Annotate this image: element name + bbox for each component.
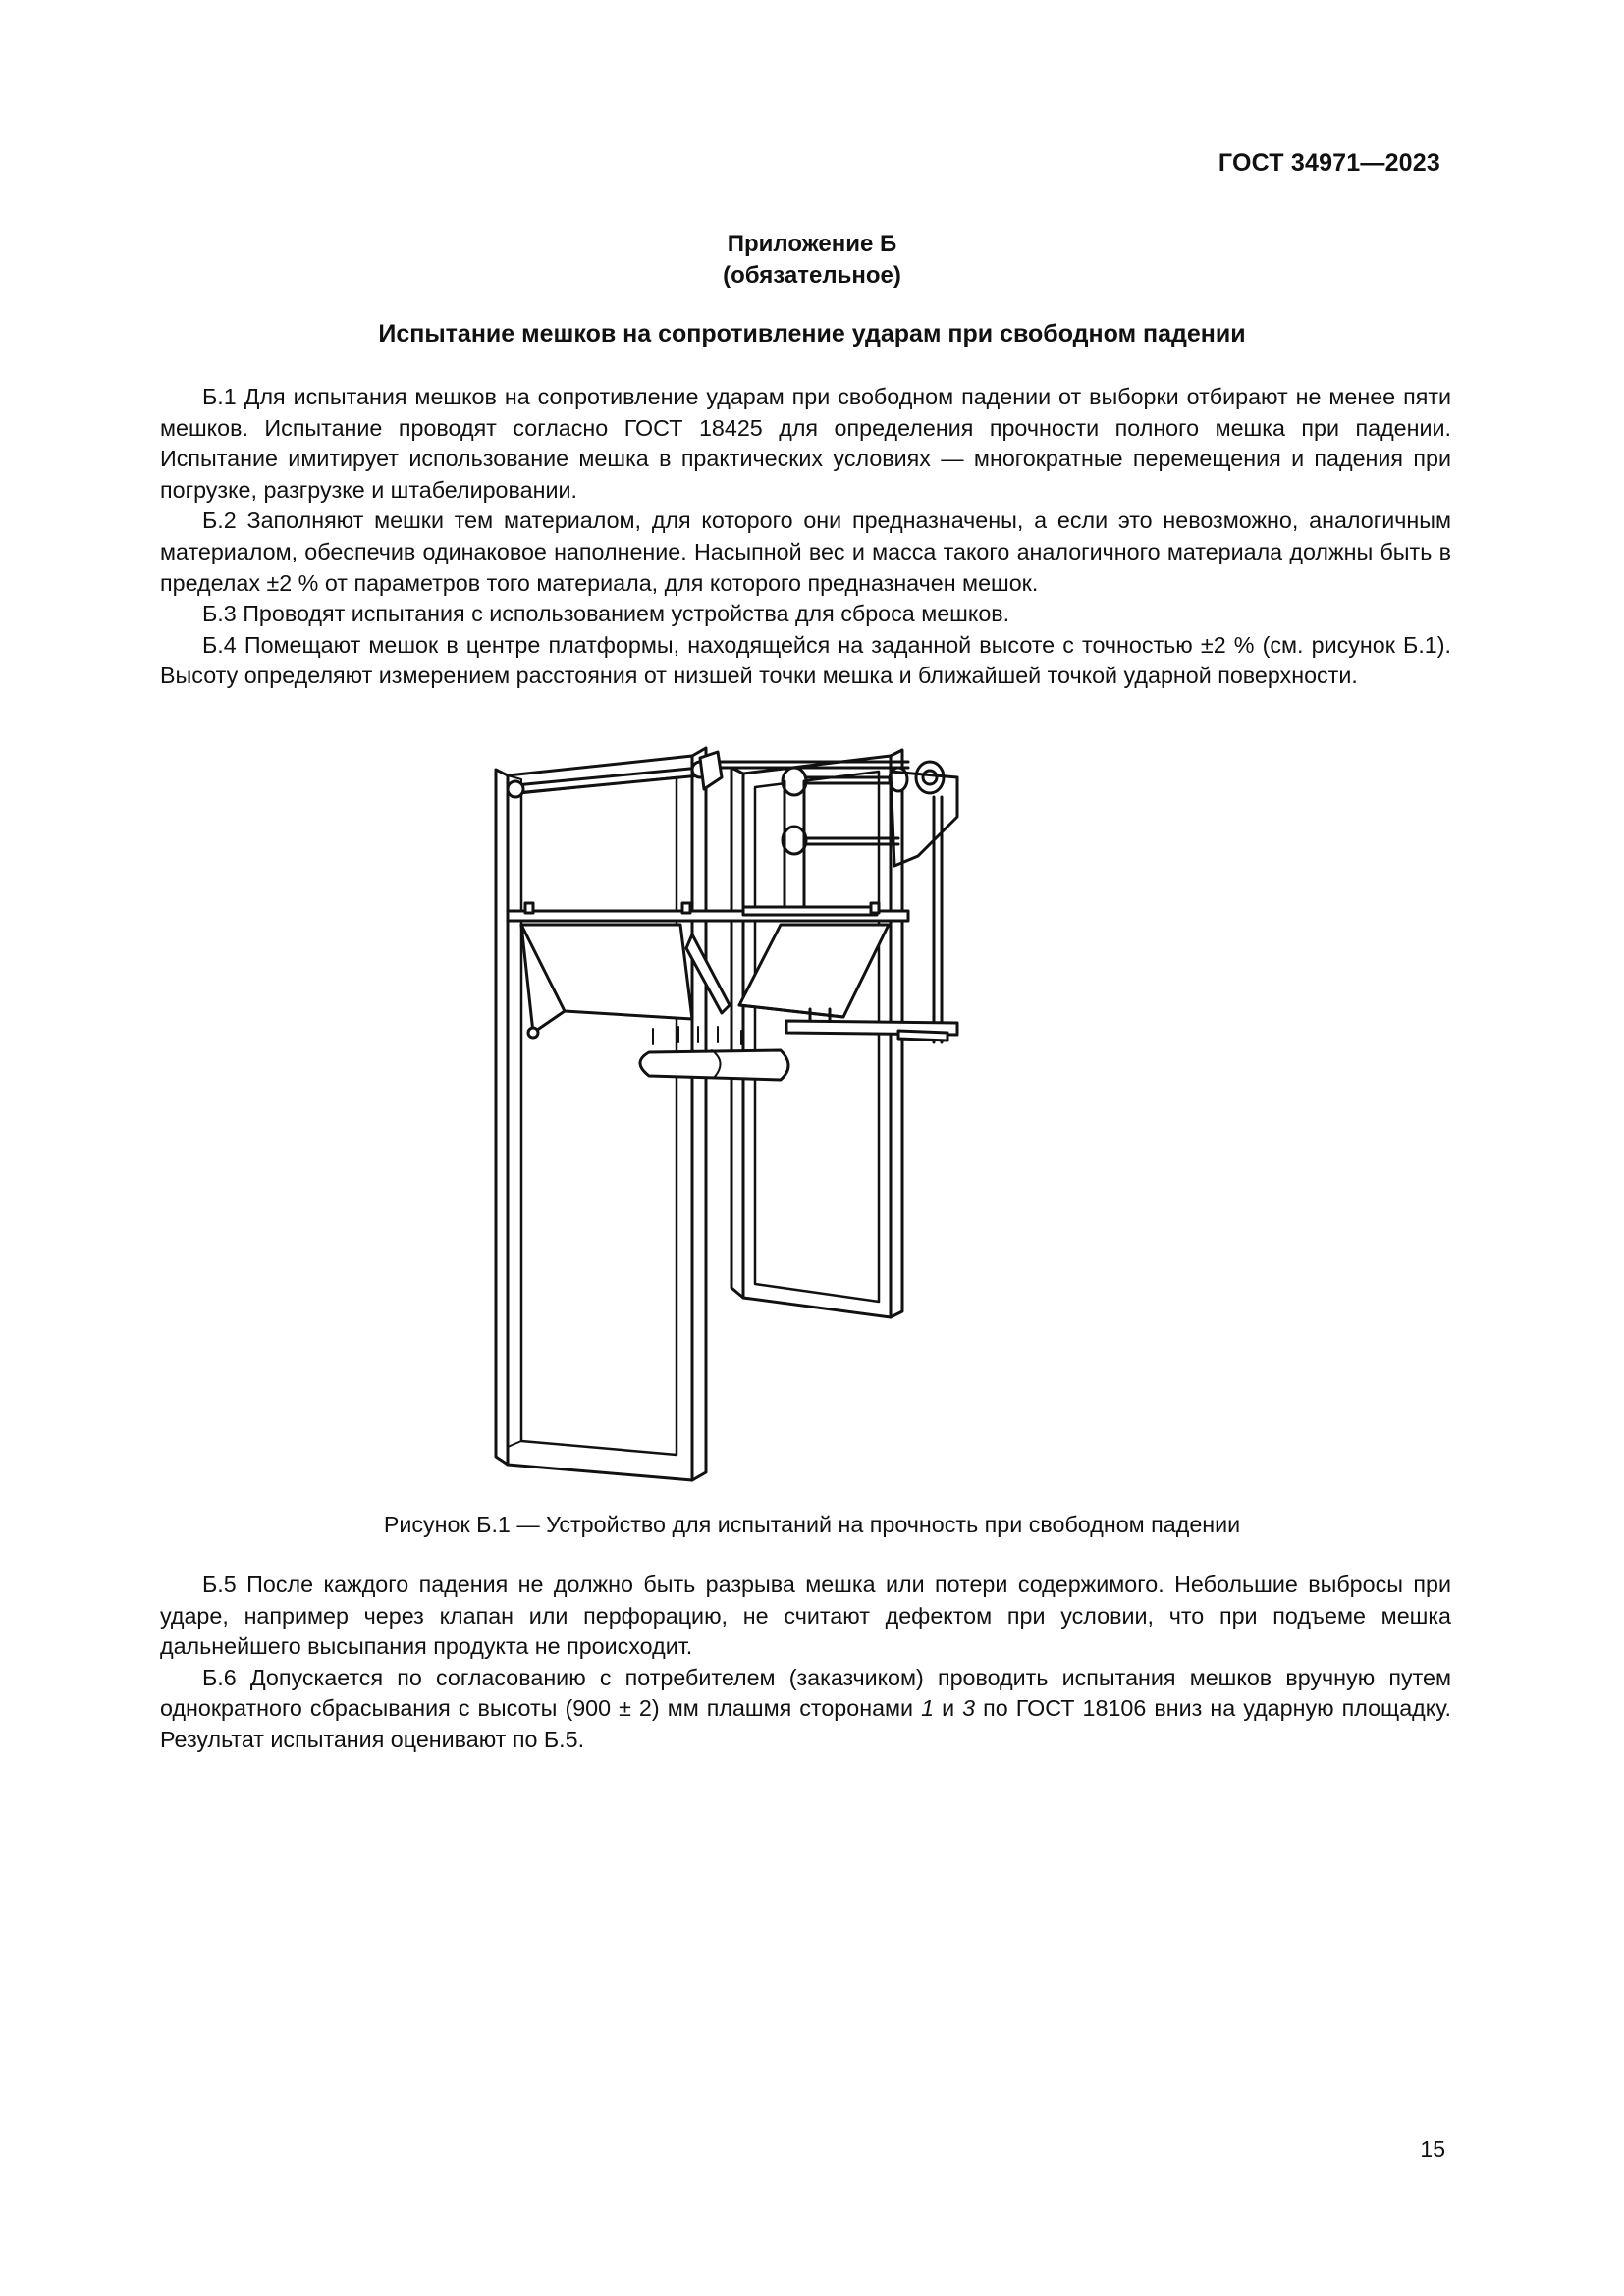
text-block-bottom <box>160 1570 1451 1756</box>
left-door-frame <box>496 748 706 1480</box>
drop-test-device-drawing <box>486 738 1095 1484</box>
paragraph-b3: Б.3 Проводят испытания с использованием устройства для сброса мешков. <box>202 601 1010 627</box>
text-block-top <box>160 382 1451 692</box>
figure-caption: Рисунок Б.1 — Устройство для испытаний на прочность при свободном падении <box>383 1512 1241 1537</box>
appendix-status: (обязательное) <box>723 262 901 289</box>
paragraph-b5: Б.5 После каждого падения не должно быть разрыва мешка или потери содержимого. Небольшие выбросы при ударе, например через клапан или перфорацию, не считают дефектом при условии, что при подъеме мешка дальнейшего высыпания продукта не происходит. <box>160 1572 1451 1660</box>
document-code: ГОСТ 34971—2023 <box>1218 149 1440 177</box>
side-1-label: 1 <box>921 1695 935 1722</box>
paragraph-b6-part1: Б.6 Допускается по согласованию с потребителем (заказчиком) проводить испытания мешков вручную путем однократного сбрасывания с высоты (900 ± 2) мм плашмя сторонами <box>160 1664 1451 1722</box>
figure-drop-test-device <box>486 738 1095 1484</box>
appendix-title: Приложение Б <box>727 231 897 257</box>
paragraph-b2: Б.2 Заполняют мешки тем материалом, для которого они предназначены, а если это невозможно, аналогичным материалом, обеспечив одинаковое наполнение. Насыпной вес и масса такого аналогичного материала должны быть в пределах ±2 % от параметров того материала, для которого предназначен мешок. <box>160 507 1451 596</box>
paragraph-b6-part2: по ГОСТ 18106 вниз на ударную площадку. Результат испытания оценивают по Б.5. <box>160 1695 1451 1752</box>
paragraph-b4: Б.4 Помещают мешок в центре платформы, находящейся на заданной высоте с точностью ±2 % (см. рисунок Б.1). Высоту определяют измерением расстояния от низшей точки мешка и ближайшей точкой ударной поверхности. <box>160 631 1451 689</box>
platform-crossbar <box>508 903 908 921</box>
section-title: Испытание мешков на сопротивление ударам при свободном падении <box>378 320 1246 347</box>
page-number: 15 <box>1420 2136 1445 2162</box>
paragraph-b6-conj: и <box>934 1695 963 1722</box>
side-3-label: 3 <box>962 1695 976 1722</box>
paragraph-b6 <box>160 1663 1451 1756</box>
paragraph-b1: Б.1 Для испытания мешков на сопротивление ударам при свободном падении от выборки отбирают не менее пяти мешков. Испытание проводят согласно ГОСТ 18425 для определения прочности полного мешка при падении. Испытание имитирует использование мешка в практических условиях — многократные перемещения и падения при погрузке, разгрузке и штабелировании. <box>160 384 1451 503</box>
right-drop-flap <box>739 925 889 1017</box>
falling-bag <box>640 1027 788 1080</box>
appendix-heading <box>0 229 1624 292</box>
